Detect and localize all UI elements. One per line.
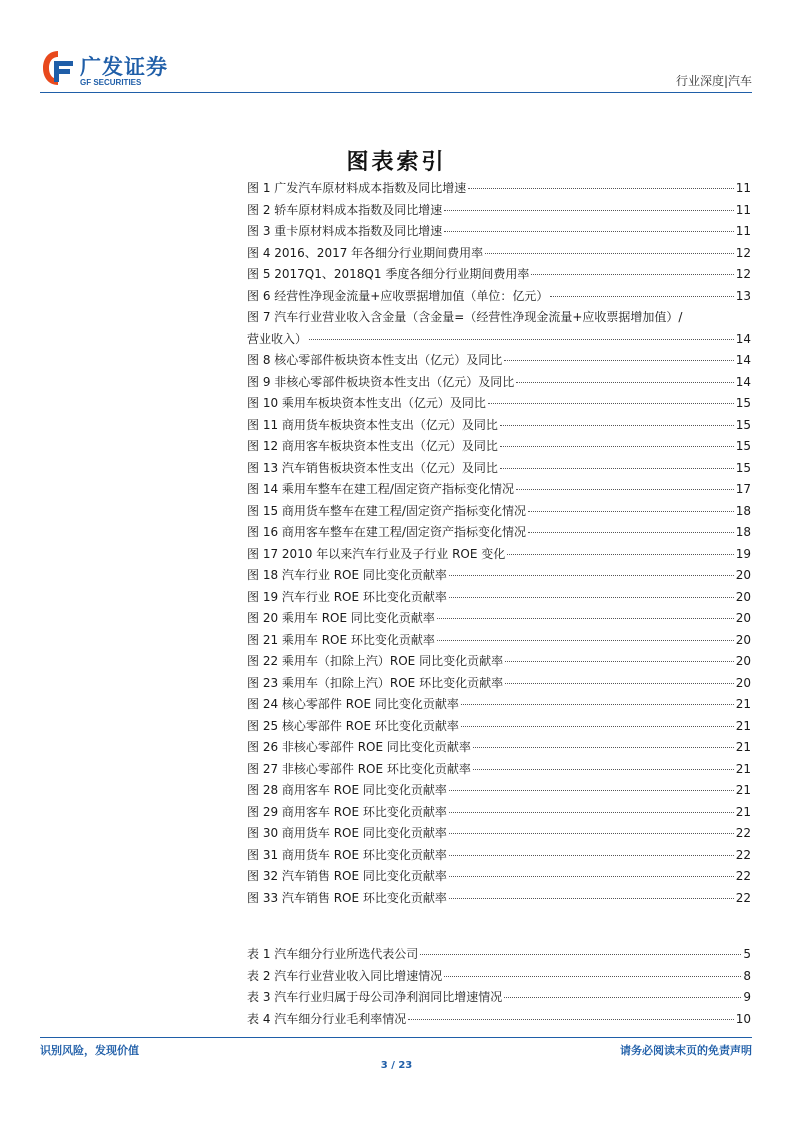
toc-entry-label: 图 29 商用客车 ROE 环比变化贡献率 [247,804,447,819]
toc-entry-label: 表 2 汽车行业营业收入同比增速情况 [247,968,443,983]
dot-leader [449,790,734,791]
dot-leader [473,769,734,770]
toc-entry-label: 图 10 乘用车板块资本性支出（亿元）及同比 [247,396,486,410]
toc-entry-label: 图 28 商用客车 ROE 同比变化贡献率 [247,783,447,797]
table-index-entry[interactable] [247,966,751,988]
toc-entry-page: 21 [735,761,751,776]
toc-entry-page: 15 [735,396,751,410]
table-index-entry[interactable] [247,1009,751,1031]
dot-leader [500,425,734,426]
figure-index-entry[interactable] [247,307,751,350]
toc-entry-page: 17 [735,482,751,496]
toc-entry-label: 图 7 汽车行业营业收入含金量（含金量=（经营性净现金流量+应收票据增加值）/ [247,310,683,324]
figure-index-entry[interactable] [247,544,751,566]
toc-entry-page: 21 [735,740,751,754]
figure-index-entry[interactable] [247,823,751,845]
dot-leader [516,489,734,490]
report-category: 行业深度|汽车 [675,74,752,88]
toc-entry-label: 图 32 汽车销售 ROE 同比变化贡献率 [247,869,447,883]
figure-index-entry[interactable] [247,759,751,781]
figure-index-entry[interactable] [247,888,751,910]
dot-leader [449,833,734,834]
figure-index-entry[interactable] [247,716,751,738]
figure-index-entry[interactable] [247,200,751,222]
footer-disclaimer-link[interactable]: 请务必阅读末页的免责声明 [620,1044,752,1057]
toc-entry-page: 14 [735,353,751,367]
figure-index-entry[interactable] [247,479,751,501]
toc-entry-page: 14 [735,374,751,389]
toc-entry-label: 图 19 汽车行业 ROE 环比变化贡献率 [247,589,447,604]
toc-entry-label: 表 4 汽车细分行业毛利率情况 [247,1011,407,1026]
figure-index-entry[interactable] [247,737,751,759]
figure-index-list [247,178,751,909]
toc-entry-page: 22 [735,890,751,905]
toc-entry-page: 10 [735,1011,751,1026]
figure-index-entry[interactable] [247,350,751,372]
toc-entry-label: 图 6 经营性净现金流量+应收票据增加值（单位：亿元） [247,288,549,303]
figure-index-entry[interactable] [247,673,751,695]
toc-entry-page: 21 [735,718,751,733]
figure-index-entry[interactable] [247,436,751,458]
toc-entry-label: 图 33 汽车销售 ROE 环比变化贡献率 [247,890,447,905]
dot-leader [408,1019,733,1020]
toc-entry-label: 图 25 核心零部件 ROE 环比变化贡献率 [247,718,459,733]
dot-leader [420,954,741,955]
toc-entry-page: 20 [735,632,751,647]
toc-entry-label: 图 17 2010 年以来汽车行业及子行业 ROE 变化 [247,546,506,561]
toc-entry-label: 图 23 乘用车（扣除上汽）ROE 环比变化贡献率 [247,675,504,690]
gf-securities-logo [40,48,180,92]
figure-index-entry[interactable] [247,780,751,802]
logo-chinese-name: 广发证券 [80,55,168,79]
dot-leader [500,468,734,469]
table-index-entry[interactable] [247,987,751,1009]
toc-entry-page: 20 [735,589,751,604]
toc-entry-page: 21 [735,697,751,711]
dot-leader [504,997,741,998]
figure-index-entry[interactable] [247,630,751,652]
dot-leader [528,532,734,533]
figure-index-entry[interactable] [247,178,751,200]
dot-leader [531,274,733,275]
toc-entry-label: 图 5 2017Q1、2018Q1 季度各细分行业期间费用率 [247,267,530,281]
figure-index-entry[interactable] [247,221,751,243]
toc-entry-page: 15 [735,417,751,432]
figure-index-entry[interactable] [247,587,751,609]
figure-index-entry[interactable] [247,372,751,394]
dot-leader [437,618,734,619]
toc-entry-page: 5 [743,947,751,961]
figure-index-entry[interactable] [247,651,751,673]
toc-entry-page: 15 [735,460,751,475]
toc-entry-label: 图 2 轿车原材料成本指数及同比增速 [247,202,443,217]
toc-entry-page: 11 [735,202,751,217]
toc-entry-page: 21 [735,804,751,819]
toc-entry-page: 22 [735,826,751,840]
figure-index-entry[interactable] [247,393,751,415]
toc-entry-page: 15 [735,439,751,453]
page-title: 图表索引 [346,149,447,175]
page-number: 3 / 23 [380,1060,413,1071]
toc-entry-page: 11 [735,224,751,238]
toc-entry-label: 图 12 商用客车板块资本性支出（亿元）及同比 [247,439,498,453]
dot-leader [444,210,733,211]
dot-leader [449,812,734,813]
toc-entry-page: 14 [735,331,751,346]
figure-index-entry[interactable] [247,243,751,265]
dot-leader [449,898,734,899]
table-index-list [247,944,751,1030]
toc-entry-label: 图 26 非核心零部件 ROE 同比变化贡献率 [247,740,471,754]
dot-leader [505,683,734,684]
dot-leader [505,661,734,662]
dot-leader [528,511,734,512]
toc-entry-label: 图 14 乘用车整车在建工程/固定资产指标变化情况 [247,482,514,496]
figure-index-entry[interactable] [247,522,751,544]
toc-entry-label: 图 31 商用货车 ROE 环比变化贡献率 [247,847,447,862]
toc-entry-label-continued: 营业收入） [247,331,308,346]
toc-entry-label: 图 13 汽车销售板块资本性支出（亿元）及同比 [247,460,498,475]
dot-leader [449,855,734,856]
toc-entry-page: 22 [735,847,751,862]
dot-leader [507,554,733,555]
dot-leader [449,575,734,576]
toc-entry-page: 22 [735,869,751,883]
dot-leader [516,382,733,383]
toc-entry-label: 图 11 商用货车板块资本性支出（亿元）及同比 [247,417,498,432]
toc-entry-page: 21 [735,783,751,797]
toc-entry-label: 图 18 汽车行业 ROE 同比变化贡献率 [247,568,447,582]
toc-entry-page: 12 [735,245,751,260]
toc-entry-label: 表 1 汽车细分行业所选代表公司 [247,947,419,961]
dot-leader [550,296,733,297]
toc-entry-label: 图 3 重卡原材料成本指数及同比增速 [247,224,443,238]
toc-entry-label: 图 27 非核心零部件 ROE 环比变化贡献率 [247,761,471,776]
dot-leader [473,747,734,748]
toc-entry-page: 12 [735,267,751,281]
dot-leader [468,188,733,189]
toc-entry-page: 18 [735,503,751,518]
figure-index-entry[interactable] [247,608,751,630]
figure-index-entry[interactable] [247,866,751,888]
toc-entry-label: 图 9 非核心零部件板块资本性支出（亿元）及同比 [247,374,515,389]
toc-entry-page: 9 [743,990,751,1004]
toc-entry-label: 图 15 商用货车整车在建工程/固定资产指标变化情况 [247,503,526,518]
dot-leader [500,446,734,447]
toc-entry-page: 19 [735,546,751,561]
figure-index-entry[interactable] [247,501,751,523]
dot-leader [437,640,734,641]
dot-leader [444,231,733,232]
figure-index-entry[interactable] [247,565,751,587]
toc-entry-label: 图 21 乘用车 ROE 环比变化贡献率 [247,632,435,647]
footer-divider [40,1037,752,1038]
figure-index-entry[interactable] [247,264,751,286]
figure-index-entry[interactable] [247,415,751,437]
figure-index-entry[interactable] [247,458,751,480]
dot-leader [461,704,734,705]
dot-leader [488,403,734,404]
header-divider [40,92,752,93]
toc-entry-label: 图 8 核心零部件板块资本性支出（亿元）及同比 [247,353,503,367]
toc-entry-label: 图 24 核心零部件 ROE 同比变化贡献率 [247,697,459,711]
toc-entry-page: 20 [735,654,751,668]
toc-entry-label: 表 3 汽车行业归属于母公司净利润同比增速情况 [247,990,503,1004]
dot-leader [449,876,734,877]
toc-entry-page: 8 [743,968,751,983]
toc-entry-page: 11 [735,181,751,195]
toc-entry-label: 图 20 乘用车 ROE 同比变化贡献率 [247,611,435,625]
logo-mark-icon [40,48,76,88]
figure-index-entry[interactable] [247,802,751,824]
toc-entry-page: 20 [735,568,751,582]
logo-english-name: GF SECURITIES [80,78,142,87]
toc-entry-label: 图 16 商用客车整车在建工程/固定资产指标变化情况 [247,525,526,539]
footer-slogan: 识别风险，发现价值 [40,1044,139,1057]
toc-entry-page: 18 [735,525,751,539]
page-header [40,48,752,92]
dot-leader [461,726,734,727]
toc-entry-page: 13 [735,288,751,303]
dot-leader [309,339,734,340]
figure-index-entry[interactable] [247,845,751,867]
dot-leader [449,597,734,598]
toc-entry-label: 图 22 乘用车（扣除上汽）ROE 同比变化贡献率 [247,654,504,668]
figure-index-entry[interactable] [247,694,751,716]
dot-leader [444,976,741,977]
figure-index-entry[interactable] [247,286,751,308]
dot-leader [485,253,734,254]
toc-entry-label: 图 30 商用货车 ROE 同比变化贡献率 [247,826,447,840]
toc-entry-page: 20 [735,611,751,625]
dot-leader [504,360,733,361]
toc-entry-label: 图 4 2016、2017 年各细分行业期间费用率 [247,245,484,260]
toc-entry-page: 20 [735,675,751,690]
table-index-entry[interactable] [247,944,751,966]
toc-entry-label: 图 1 广发汽车原材料成本指数及同比增速 [247,181,467,195]
